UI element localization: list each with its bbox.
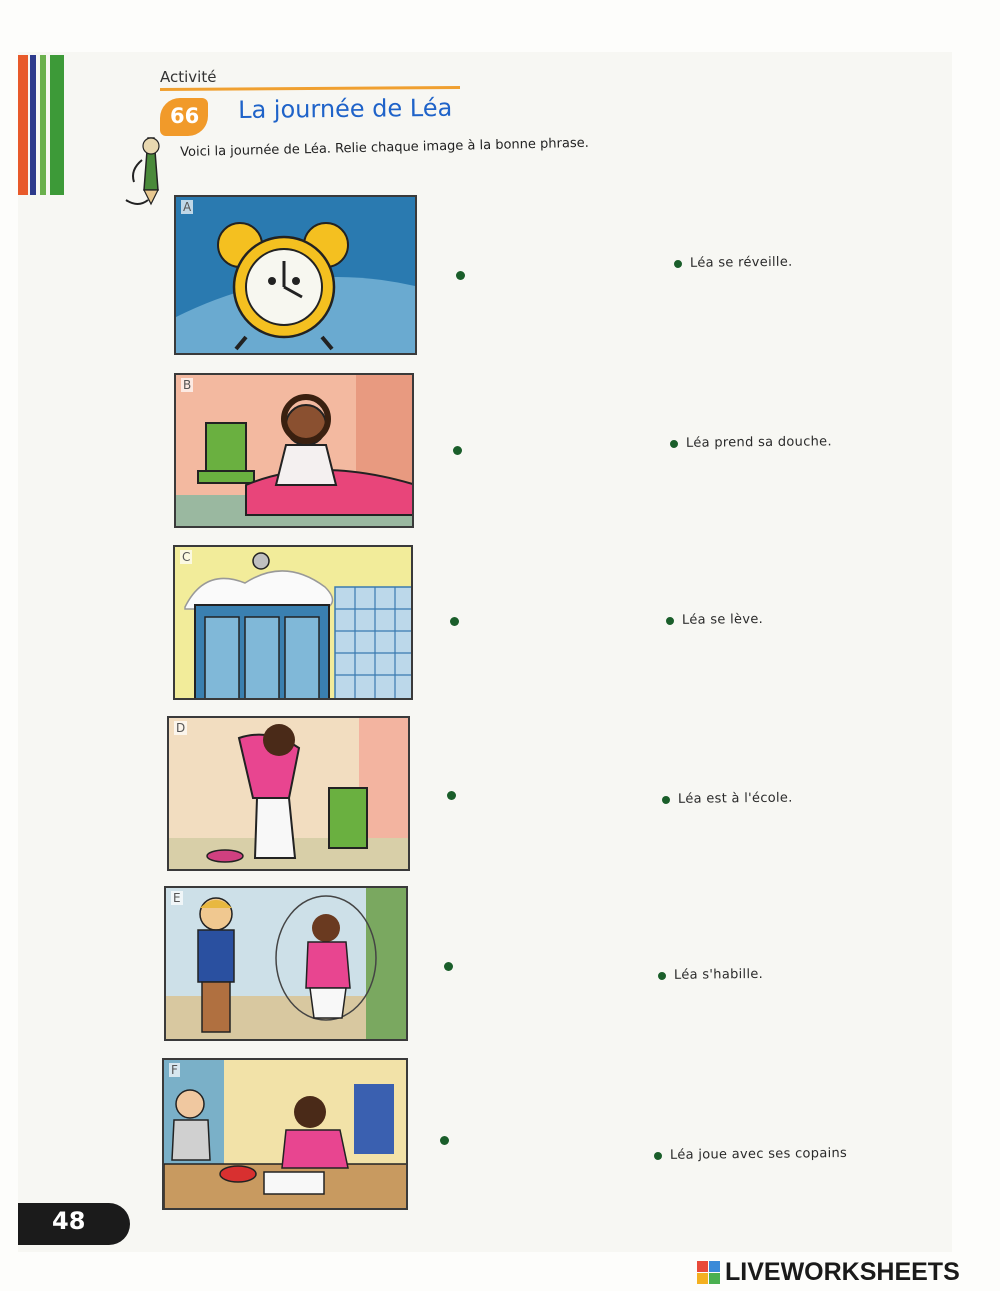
panel-letter: F bbox=[171, 1063, 178, 1077]
panel-b bbox=[174, 373, 414, 528]
brand-logo bbox=[697, 1258, 960, 1287]
sentence-item[interactable] bbox=[662, 791, 793, 807]
panel-letter: D bbox=[176, 721, 186, 735]
sentence-dot[interactable] bbox=[674, 259, 682, 267]
pencil-mascot-icon bbox=[118, 130, 180, 212]
image-dot-c[interactable] bbox=[450, 617, 459, 626]
panel-c bbox=[173, 545, 413, 700]
edge-stripes bbox=[18, 55, 64, 195]
sentence-item[interactable] bbox=[666, 612, 763, 628]
sentence-item[interactable] bbox=[658, 967, 763, 983]
worksheet-page bbox=[18, 52, 952, 1252]
activity-number: 66 bbox=[170, 104, 200, 128]
sentence-text: Léa se lève. bbox=[681, 611, 764, 628]
jump-rope-illustration bbox=[166, 888, 408, 1041]
sentence-dot[interactable] bbox=[662, 795, 670, 803]
instruction-text: Voici la journée de Léa. Relie chaque image à la bonne phrase. bbox=[180, 135, 589, 160]
sentence-dot[interactable] bbox=[666, 616, 674, 624]
image-dot-f[interactable] bbox=[440, 1136, 449, 1145]
panel-letter: E bbox=[173, 891, 181, 905]
panel-letter: C bbox=[182, 550, 191, 564]
sentence-dot[interactable] bbox=[670, 439, 678, 447]
alarm-clock-illustration bbox=[176, 197, 417, 355]
activity-label: Activité bbox=[160, 68, 217, 86]
shower-illustration bbox=[175, 547, 413, 700]
panel-letter: A bbox=[183, 200, 192, 214]
panel-e bbox=[164, 886, 408, 1041]
sentence-text: Léa est à l'école. bbox=[677, 790, 793, 807]
page-title: La journée de Léa bbox=[238, 93, 453, 124]
stripe-light-green bbox=[40, 55, 46, 195]
image-dot-e[interactable] bbox=[444, 962, 453, 971]
sentence-text: Léa s'habille. bbox=[673, 966, 764, 983]
brand-name: LIVEWORKSHEETS bbox=[725, 1258, 960, 1286]
panel-a bbox=[174, 195, 417, 355]
panel-letter: B bbox=[183, 378, 192, 392]
girl-dressing-illustration bbox=[169, 718, 410, 871]
sentence-dot[interactable] bbox=[658, 971, 666, 979]
sentence-item[interactable] bbox=[654, 1146, 847, 1163]
image-dot-d[interactable] bbox=[447, 791, 456, 800]
stripe-orange bbox=[18, 55, 28, 195]
page-number: 48 bbox=[52, 1207, 86, 1235]
sentence-text: Léa prend sa douche. bbox=[685, 434, 832, 451]
sentence-text: Léa joue avec ses copains bbox=[669, 1145, 848, 1163]
sentence-item[interactable] bbox=[670, 434, 832, 451]
image-dot-a[interactable] bbox=[456, 271, 465, 280]
classroom-illustration bbox=[164, 1060, 408, 1210]
brand-grid-icon bbox=[697, 1261, 720, 1284]
image-dot-b[interactable] bbox=[453, 446, 462, 455]
panel-f bbox=[162, 1058, 408, 1210]
stripe-green bbox=[50, 55, 64, 195]
sentence-text: Léa se réveille. bbox=[689, 254, 793, 271]
panel-d bbox=[167, 716, 410, 871]
sentence-dot[interactable] bbox=[654, 1151, 662, 1159]
sentence-item[interactable] bbox=[674, 255, 793, 271]
stripe-blue bbox=[30, 55, 36, 195]
girl-in-bed-illustration bbox=[176, 375, 414, 528]
